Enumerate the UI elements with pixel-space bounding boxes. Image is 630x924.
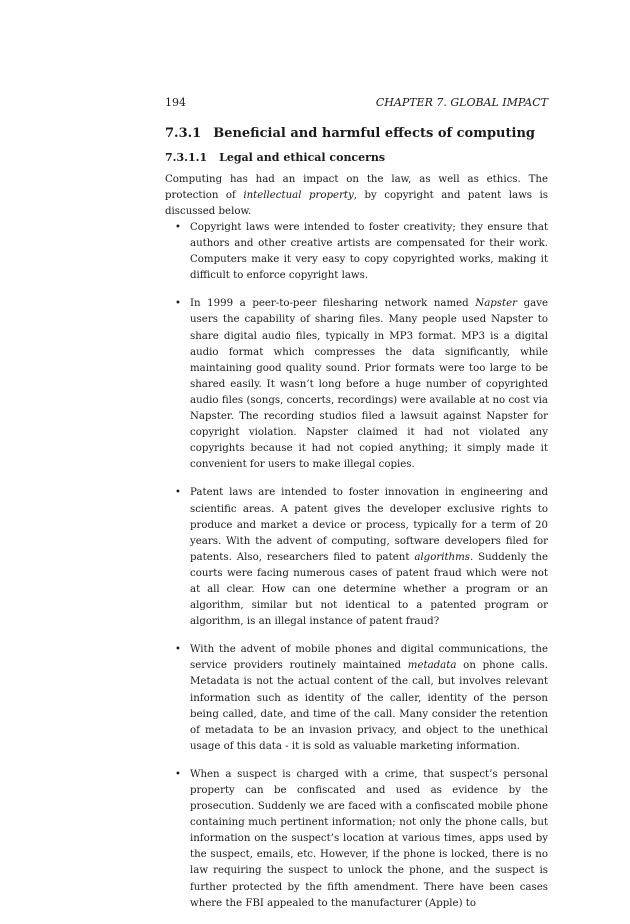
bullet-text: • With the advent of mobile phones and digital communications, the service providers routinely maintained metadata on phone calls. Metadata is not the actual content of the call, but involves relevant information such as identity of the caller, identity of the person being called, date, and time of the call. Many consider the retention of metadata to be an invasion privacy, and object to the unethical usage of this data - it is sold as valuable marketing information. xyxy=(190,644,548,752)
bullet-item-napster xyxy=(165,296,548,473)
bullet-item-patents xyxy=(165,485,548,630)
bullet-text: • When a suspect is charged with a crime, that suspect’s personal property can be confiscated and used as evidence by the prosecution. Suddenly we are faced with a confiscated mobile phone containing much pertinent information; not only the phone calls, but information on the suspect’s location at various times, apps used by the suspect, emails, etc. However, if the phone is locked, there is no law requiring the suspect to unlock the phone, and the suspect is further protected by the fifth amendment. There have been cases where the FBI appealed to the manufacturer (Apple) to xyxy=(190,768,548,909)
bullet-text: • Copyright laws were intended to foster creativity; they ensure that authors and other creative artists are compensated for their work. Computers make it very easy to copy copyrighted works, making it difficult to enforce copyright laws. xyxy=(190,222,548,282)
section-number: 7.3.1 xyxy=(165,126,202,141)
subsection-title: Legal and ethical concerns xyxy=(219,151,386,164)
bullet-text: • In 1999 a peer-to-peer filesharing network named Napster gave users the capability of sharing files. Many people used Napster to share digital audio files, typically in MP3 format. MP3 is a digital audio format which compresses the data significantly, while maintaining good quality sound. Prior formats were too large to be shared easily. It wasn’t long before a huge number of copyrighted audio files (songs, concerts, recordings) were available at no cost via Napster. The recording studios filed a lawsuit against Napster for copyright violation. Napster claimed it had not violated any copyrights because it had not copied anything; it simply made it convenient for users to make illegal copies. xyxy=(190,298,548,471)
bullet-list xyxy=(165,220,548,924)
bullet-item-confiscation xyxy=(165,767,548,912)
intro-paragraph: Computing has had an impact on the law, as well as ethics. The protection of intellectual property, by copyright and patent laws is discussed below. xyxy=(165,174,549,218)
emphasis-term: algorithms xyxy=(414,551,471,563)
emphasis-term: metadata xyxy=(407,660,457,672)
page-number: 194 xyxy=(165,96,186,109)
emphasis-term: intellectual property xyxy=(243,190,354,202)
bullet-item-copyright xyxy=(165,220,548,284)
page-header xyxy=(165,95,548,111)
bullet-item-metadata xyxy=(165,642,548,755)
subsection-number: 7.3.1.1 xyxy=(165,151,208,164)
emphasis-term: Napster xyxy=(475,298,518,310)
running-head: CHAPTER 7. GLOBAL IMPACT xyxy=(375,96,548,109)
subsection-heading xyxy=(165,150,548,165)
section-title: Beneficial and harmful effects of computing xyxy=(213,126,535,141)
bullet-text: • Patent laws are intended to foster innovation in engineering and scientific areas. A patent gives the developer exclusive rights to produce and market a device or process, typically for a term of 20 years. With the advent of computing, software developers filed for patents. Also, researchers filed to patent algorithms. Suddenly the courts were facing numerous cases of patent fraud which were not at all clear. How can one determine whether a program or an algorithm, similar but not identical to a patented program or algorithm, is an illegal instance of patent fraud? xyxy=(190,487,548,628)
section-heading xyxy=(165,125,548,143)
